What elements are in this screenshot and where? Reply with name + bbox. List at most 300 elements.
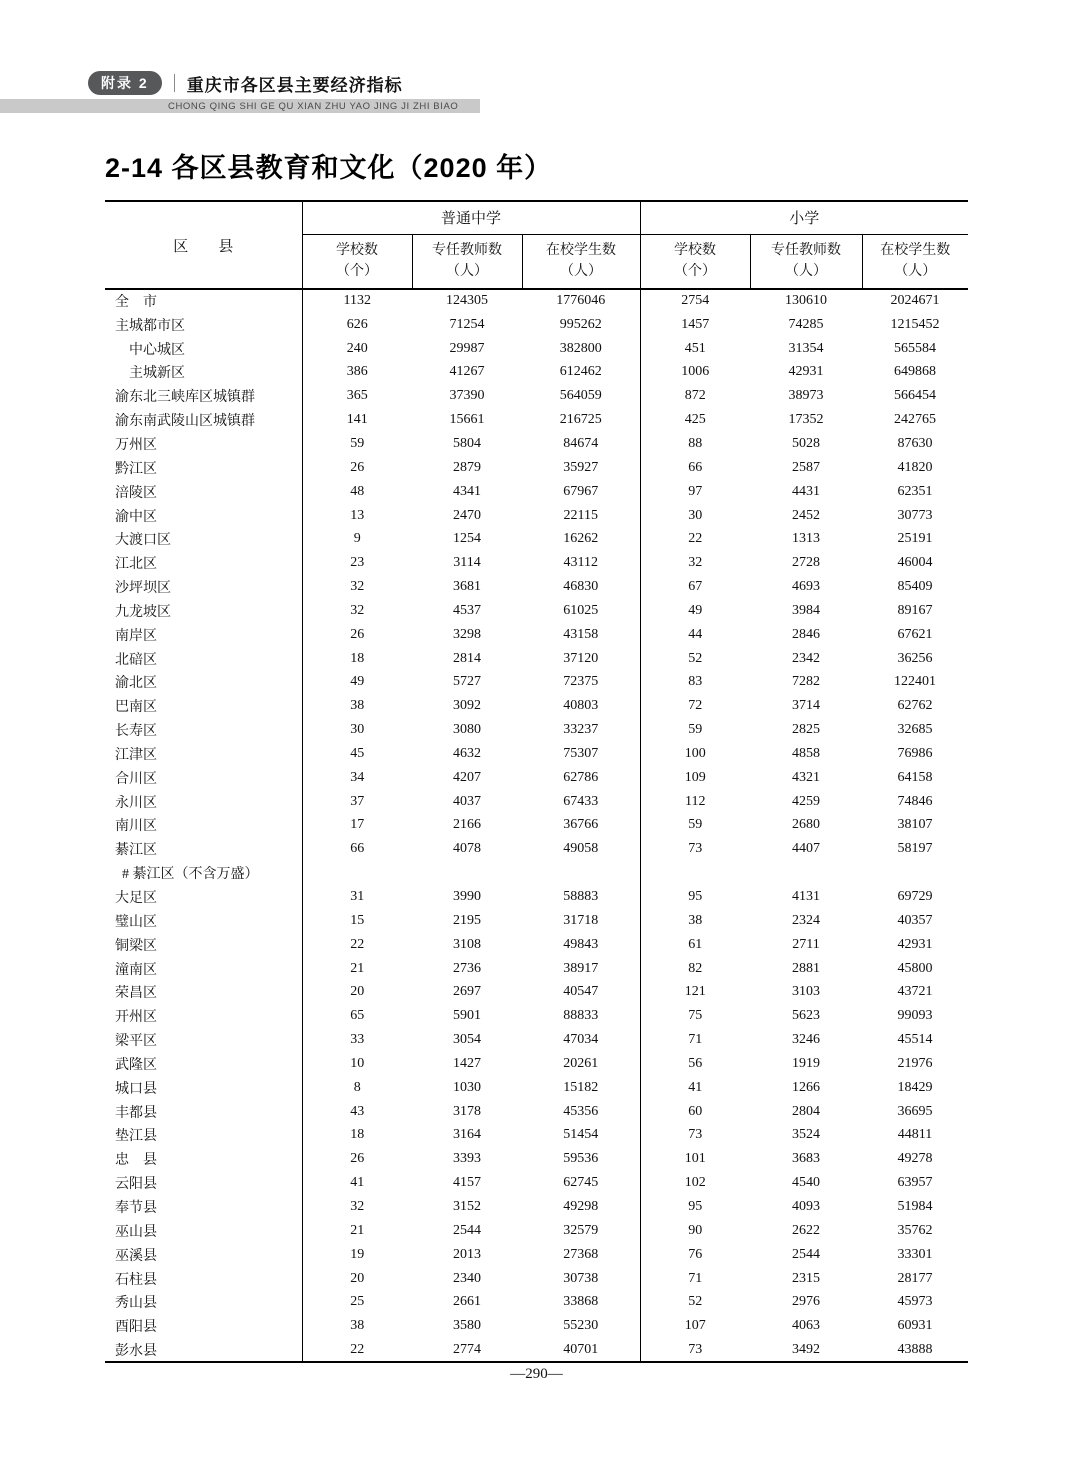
value-cell: 5901 [453, 1008, 481, 1024]
value-cell: 28177 [897, 1270, 933, 1286]
region-name: 巫山县 [105, 1219, 302, 1243]
region-name: 九龙坡区 [105, 599, 302, 623]
value-cell: 72 [640, 694, 750, 718]
value-cell: 43888 [897, 1341, 933, 1357]
value-cell: 32 [350, 579, 365, 595]
value-cell: 649868 [894, 364, 937, 380]
value-cell: 60 [640, 1100, 750, 1124]
value-cell: 4858 [792, 745, 821, 761]
value-cell: 82 [640, 957, 750, 981]
value-cell: 74846 [897, 793, 933, 809]
table-row [105, 980, 968, 1004]
table-title: 2-14 各区县教育和文化（2020 年） [105, 153, 553, 183]
value-cell: 4693 [792, 579, 821, 595]
value-cell: 40803 [563, 698, 599, 714]
value-cell: 240 [346, 340, 368, 356]
value-cell: 49 [350, 674, 365, 690]
region-name: 云阳县 [105, 1171, 302, 1195]
region-name: 石柱县 [105, 1267, 302, 1291]
value-cell: 2342 [792, 650, 821, 666]
value-cell: 386 [346, 364, 368, 380]
value-cell: 58883 [563, 889, 599, 905]
value-cell: 44 [640, 623, 750, 647]
value-cell: 73 [640, 837, 750, 861]
value-cell: 2661 [453, 1294, 481, 1310]
value-cell: 30773 [897, 507, 933, 523]
region-name: 北碚区 [105, 647, 302, 671]
value-cell: 2736 [453, 960, 481, 976]
region-name: 江北区 [105, 551, 302, 575]
col-label: 专任教师数 [771, 242, 842, 258]
value-cell [862, 861, 968, 885]
table-row [105, 1052, 968, 1076]
region-name: 忠 县 [105, 1147, 302, 1171]
table-row [105, 313, 968, 337]
value-cell: 2774 [453, 1341, 481, 1357]
header-divider [174, 74, 175, 92]
value-cell: 38 [350, 698, 365, 714]
value-cell: 67967 [563, 483, 599, 499]
value-cell: 18 [350, 1127, 365, 1143]
region-name: 沙坪坝区 [105, 575, 302, 599]
value-cell: 3152 [453, 1198, 481, 1214]
value-cell: 47034 [563, 1032, 599, 1048]
table-row [105, 814, 968, 838]
table-row [105, 289, 968, 313]
col-header-ps-teachers [750, 234, 862, 289]
table-row [105, 885, 968, 909]
table-row [105, 551, 968, 575]
value-cell: 38973 [788, 388, 824, 404]
table-row [105, 504, 968, 528]
value-cell: 36766 [563, 817, 599, 833]
value-cell: 3080 [453, 722, 481, 738]
value-cell: 29987 [449, 340, 485, 356]
region-name: 全 市 [105, 289, 302, 313]
region-name: 酉阳县 [105, 1314, 302, 1338]
value-cell: 37390 [449, 388, 485, 404]
value-cell [522, 861, 640, 885]
value-cell: 2881 [792, 960, 821, 976]
value-cell: 2315 [792, 1270, 821, 1286]
value-cell: 88 [640, 432, 750, 456]
value-cell: 3681 [453, 579, 481, 595]
value-cell: 2544 [792, 1246, 821, 1262]
value-cell: 1427 [453, 1055, 481, 1071]
value-cell [302, 861, 412, 885]
value-cell: 2166 [453, 817, 481, 833]
region-name: 涪陵区 [105, 480, 302, 504]
value-cell: 1266 [792, 1079, 821, 1095]
table-row [105, 1124, 968, 1148]
value-cell: 2195 [453, 912, 481, 928]
value-cell: 15182 [563, 1079, 599, 1095]
value-cell: 3108 [453, 936, 481, 952]
table-row [105, 766, 968, 790]
value-cell: 49058 [563, 841, 599, 857]
value-cell: 3714 [792, 698, 821, 714]
value-cell: 13 [350, 507, 365, 523]
value-cell: 41 [640, 1076, 750, 1100]
value-cell: 72375 [563, 674, 599, 690]
page-footer [105, 1366, 968, 1383]
value-cell: 451 [640, 337, 750, 361]
value-cell: 4063 [792, 1318, 821, 1334]
value-cell: 26 [350, 626, 365, 642]
table-row [105, 1147, 968, 1171]
value-cell: 33 [350, 1032, 365, 1048]
value-cell: 102 [640, 1171, 750, 1195]
value-cell: 2754 [640, 289, 750, 313]
region-name: 潼南区 [105, 957, 302, 981]
value-cell: 34 [350, 769, 365, 785]
region-name: 丰都县 [105, 1100, 302, 1124]
value-cell: 55230 [563, 1318, 599, 1334]
value-cell: 3984 [792, 602, 821, 618]
value-cell: 1313 [792, 531, 821, 547]
col-label: 学校数 [336, 242, 378, 258]
value-cell: 3580 [453, 1318, 481, 1334]
value-cell: 216725 [559, 412, 602, 428]
table-row [105, 718, 968, 742]
table-row [105, 742, 968, 766]
value-cell: 31 [350, 889, 365, 905]
region-name: 大足区 [105, 885, 302, 909]
region-name: 彭水县 [105, 1338, 302, 1362]
region-name: 巫溪县 [105, 1243, 302, 1267]
value-cell: 44811 [897, 1127, 933, 1143]
group-header-row [105, 201, 968, 234]
value-cell: 46004 [897, 555, 933, 571]
table-row [105, 575, 968, 599]
value-cell: 43112 [563, 555, 598, 571]
header-badge-row [0, 70, 1074, 96]
table-row [105, 837, 968, 861]
col-unit: （人） [785, 264, 828, 280]
value-cell: 76986 [897, 745, 933, 761]
value-cell: 1215452 [890, 316, 940, 332]
value-cell: 17 [350, 817, 365, 833]
region-name: 奉节县 [105, 1195, 302, 1219]
value-cell: 61025 [563, 602, 599, 618]
table-row [105, 1171, 968, 1195]
value-cell: 61 [640, 933, 750, 957]
value-cell: 1132 [343, 293, 371, 309]
value-cell: 4157 [453, 1175, 481, 1191]
value-cell: 2814 [453, 650, 481, 666]
value-cell: 101 [640, 1147, 750, 1171]
col-label: 学校数 [674, 242, 717, 258]
value-cell: 43721 [897, 984, 933, 1000]
value-cell: 40701 [563, 1341, 599, 1357]
value-cell: 3393 [453, 1151, 481, 1167]
table-row [105, 671, 968, 695]
value-cell: 3054 [453, 1032, 481, 1048]
value-cell: 3298 [453, 626, 481, 642]
value-cell: 107 [640, 1314, 750, 1338]
value-cell: 7282 [792, 674, 821, 690]
value-cell: 64158 [897, 769, 933, 785]
value-cell: 31354 [788, 340, 824, 356]
region-name: 南岸区 [105, 623, 302, 647]
value-cell: 49278 [897, 1151, 933, 1167]
table-row [105, 1100, 968, 1124]
value-cell: 1919 [792, 1055, 821, 1071]
table-row [105, 623, 968, 647]
value-cell: 112 [640, 790, 750, 814]
region-name: 主城都市区 [105, 313, 302, 337]
value-cell: 3524 [792, 1127, 821, 1143]
value-cell: 45973 [897, 1294, 933, 1310]
table-row [105, 909, 968, 933]
value-cell: 36695 [897, 1103, 933, 1119]
value-cell: 38917 [563, 960, 599, 976]
table-row [105, 957, 968, 981]
value-cell: 3178 [453, 1103, 481, 1119]
value-cell: 3103 [792, 984, 821, 1000]
value-cell: 51984 [897, 1198, 933, 1214]
value-cell: 566454 [894, 388, 937, 404]
value-cell: 63957 [897, 1175, 933, 1191]
value-cell: 1006 [640, 361, 750, 385]
value-cell [750, 861, 862, 885]
value-cell: 18429 [897, 1079, 933, 1095]
value-cell: 85409 [897, 579, 933, 595]
stub-header: 区 县 [105, 201, 302, 289]
value-cell: 32685 [897, 722, 933, 738]
data-table [105, 200, 968, 1363]
region-name: 渝北区 [105, 671, 302, 695]
value-cell: 35762 [897, 1222, 933, 1238]
value-cell: 4259 [792, 793, 821, 809]
table-row [105, 1195, 968, 1219]
value-cell: 1457 [640, 313, 750, 337]
value-cell: 10 [350, 1055, 365, 1071]
value-cell: 74285 [788, 316, 824, 332]
value-cell: 4537 [453, 602, 481, 618]
value-cell: 95 [640, 885, 750, 909]
value-cell: 2013 [453, 1246, 481, 1262]
col-label: 专任教师数 [432, 242, 502, 258]
value-cell: 16262 [563, 531, 599, 547]
table-row [105, 647, 968, 671]
value-cell: 1030 [453, 1079, 481, 1095]
col-header-ps-schools [640, 234, 750, 289]
value-cell: 36256 [897, 650, 933, 666]
region-name: 武隆区 [105, 1052, 302, 1076]
region-name: 万州区 [105, 432, 302, 456]
value-cell: 42931 [897, 936, 933, 952]
table-row [105, 337, 968, 361]
value-cell: 5804 [453, 435, 481, 451]
table-row [105, 408, 968, 432]
value-cell: 73 [640, 1124, 750, 1148]
value-cell: 4341 [453, 483, 481, 499]
value-cell: 2324 [792, 912, 821, 928]
value-cell: 565584 [894, 340, 937, 356]
value-cell: 38 [640, 909, 750, 933]
value-cell: 33868 [563, 1294, 599, 1310]
value-cell: 76 [640, 1243, 750, 1267]
value-cell: 45514 [897, 1032, 933, 1048]
region-name: 綦江区 [105, 837, 302, 861]
value-cell: 3492 [792, 1341, 821, 1357]
value-cell: 2711 [792, 936, 820, 952]
region-name: 永川区 [105, 790, 302, 814]
value-cell: 2697 [453, 984, 481, 1000]
value-cell: 22 [350, 1341, 365, 1357]
value-cell: 4632 [453, 745, 481, 761]
value-cell: 71254 [449, 316, 485, 332]
region-name: 开州区 [105, 1004, 302, 1028]
value-cell: 41267 [449, 364, 485, 380]
value-cell: 17352 [788, 412, 824, 428]
table-row [105, 861, 968, 885]
value-cell: 37120 [563, 650, 599, 666]
value-cell: 4093 [792, 1198, 821, 1214]
value-cell: 2622 [792, 1222, 821, 1238]
value-cell: 425 [640, 408, 750, 432]
value-cell: 49298 [563, 1198, 599, 1214]
region-name: 南川区 [105, 814, 302, 838]
value-cell: 19 [350, 1246, 365, 1262]
value-cell: 59536 [563, 1151, 599, 1167]
value-cell: 121 [640, 980, 750, 1004]
value-cell: 59 [640, 718, 750, 742]
value-cell: 90 [640, 1219, 750, 1243]
value-cell: 88833 [563, 1008, 599, 1024]
col-unit: （个） [336, 264, 378, 280]
value-cell: 62745 [563, 1175, 599, 1191]
value-cell: 75307 [563, 745, 599, 761]
value-cell: 52 [640, 647, 750, 671]
value-cell: 60931 [897, 1318, 933, 1334]
region-name: 合川区 [105, 766, 302, 790]
value-cell: 22 [640, 527, 750, 551]
page-number: —290— [510, 1366, 563, 1382]
value-cell: 612462 [559, 364, 602, 380]
region-name: 梁平区 [105, 1028, 302, 1052]
region-name: 城口县 [105, 1076, 302, 1100]
value-cell: 66 [350, 841, 365, 857]
value-cell: 2587 [792, 459, 821, 475]
value-cell: 4321 [792, 769, 821, 785]
value-cell: 2804 [792, 1103, 821, 1119]
value-cell: 45800 [897, 960, 933, 976]
value-cell: 67 [640, 575, 750, 599]
group-header-middle-school: 普通中学 [302, 201, 640, 234]
value-cell: 42931 [788, 364, 824, 380]
value-cell: 38107 [897, 817, 933, 833]
value-cell: 1254 [453, 531, 481, 547]
value-cell: 15661 [449, 412, 485, 428]
value-cell: 75 [640, 1004, 750, 1028]
col-unit: （人） [560, 264, 603, 280]
value-cell: 382800 [559, 340, 602, 356]
value-cell: 130610 [785, 293, 828, 309]
value-cell: 49 [640, 599, 750, 623]
value-cell: 3164 [453, 1127, 481, 1143]
page-header [0, 70, 1074, 113]
region-name: 渝东北三峡库区城镇群 [105, 384, 302, 408]
region-name: 巴南区 [105, 694, 302, 718]
value-cell: 3092 [453, 698, 481, 714]
value-cell: 21 [350, 960, 365, 976]
region-name: 黔江区 [105, 456, 302, 480]
value-cell: 58197 [897, 841, 933, 857]
region-name: 荣昌区 [105, 980, 302, 1004]
table-row [105, 1219, 968, 1243]
value-cell: 124305 [446, 293, 488, 309]
value-cell: 5727 [453, 674, 481, 690]
table-row [105, 361, 968, 385]
value-cell: 4078 [453, 841, 481, 857]
value-cell: 67621 [897, 626, 933, 642]
table-row [105, 1290, 968, 1314]
col-header-ms-students [522, 234, 640, 289]
value-cell: 2846 [792, 626, 821, 642]
value-cell: 25191 [897, 531, 933, 547]
value-cell: 33301 [897, 1246, 933, 1262]
value-cell: 25 [350, 1294, 365, 1310]
table-header [105, 201, 968, 289]
region-name: 江津区 [105, 742, 302, 766]
header-subtitle: CHONG QING SHI GE QU XIAN ZHU YAO JING JI ZHI BIAO [168, 100, 459, 112]
value-cell: 2024671 [890, 293, 940, 309]
value-cell: 3246 [792, 1032, 821, 1048]
value-cell: 21 [350, 1222, 365, 1238]
table-row [105, 599, 968, 623]
col-label: 在校学生数 [546, 242, 617, 258]
value-cell: 84674 [563, 435, 599, 451]
value-cell: 89167 [897, 602, 933, 618]
value-cell: 122401 [894, 674, 937, 690]
table-row [105, 933, 968, 957]
table-row [105, 480, 968, 504]
table-row [105, 384, 968, 408]
value-cell: 83 [640, 671, 750, 695]
value-cell: 71 [640, 1267, 750, 1291]
value-cell: 46830 [563, 579, 599, 595]
value-cell: 73 [640, 1338, 750, 1362]
table-row [105, 790, 968, 814]
value-cell: 3990 [453, 889, 481, 905]
value-cell: 97 [640, 480, 750, 504]
col-header-ps-students [862, 234, 968, 289]
value-cell: 2976 [792, 1294, 821, 1310]
value-cell: 40547 [563, 984, 599, 1000]
table-row [105, 432, 968, 456]
value-cell: 5623 [792, 1008, 821, 1024]
region-name: 大渡口区 [105, 527, 302, 551]
value-cell: 30738 [563, 1270, 599, 1286]
value-cell: 62762 [897, 698, 933, 714]
value-cell: 56 [640, 1052, 750, 1076]
value-cell: 41820 [897, 459, 933, 475]
value-cell: 2544 [453, 1222, 481, 1238]
table-row [105, 1338, 968, 1362]
value-cell: 2879 [453, 459, 481, 475]
value-cell [412, 861, 522, 885]
value-cell: 20 [350, 984, 365, 1000]
value-cell: 37 [350, 793, 365, 809]
appendix-badge: 附录 2 [88, 71, 162, 95]
value-cell: 4037 [453, 793, 481, 809]
col-unit: （人） [446, 264, 488, 280]
value-cell: 22 [350, 936, 365, 952]
value-cell: 69729 [897, 889, 933, 905]
value-cell: 67433 [563, 793, 599, 809]
